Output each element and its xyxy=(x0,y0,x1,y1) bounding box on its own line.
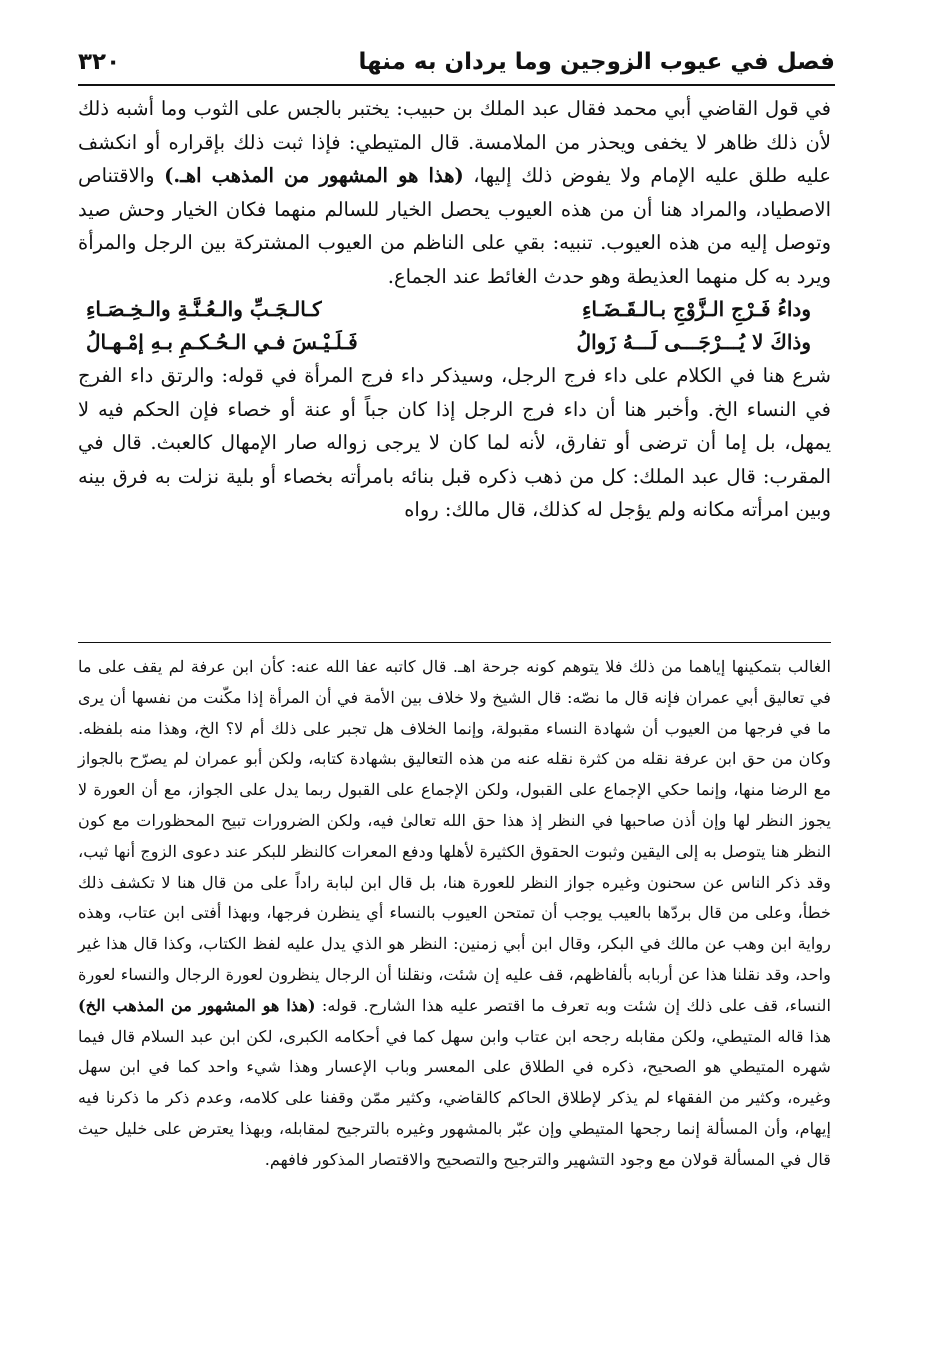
footnote-rule xyxy=(78,642,831,643)
verse-2-first-hemistich: وذاكَ لا يُـــرْجَـــى لَـــهُ زَوالُ xyxy=(576,330,811,354)
running-title: فصل في عيوب الزوجين وما يردان به منها xyxy=(358,49,835,75)
paragraph-commentary-1 xyxy=(78,92,831,293)
footnote-text xyxy=(78,652,831,1176)
verse-2 xyxy=(78,326,831,359)
footnote-paragraph xyxy=(78,652,831,1176)
verse-2-second-hemistich: فَـلَـيْـسَ فـي الـحُـكـمِ بـهِ إمْـهـالُ xyxy=(86,330,358,354)
page-header xyxy=(78,42,835,82)
main-text xyxy=(78,92,831,527)
page-number: ٣٢٠ xyxy=(78,49,121,75)
paragraph-1-text-a: في قول القاضي أبي محمد فقال عبد الملك بن حبيب: يختبر بالجس على الثوب وما أشبه ذلك لأن ذلك ظاهر لا يخفى ويحذر من الملامسة. قال المتيطي: فإذا ثبت ذلك بإقراره أو انكشف عليه طلق عليه الإمام ولا يفوض ذلك إليها، xyxy=(78,97,831,187)
footnote-text-b: هذا قاله المتيطي، ولكن مقابله رجحه ابن عتاب وابن سهل كما في أحكامه الكبرى، لكن ابن عبد السلام قال فيما شهره المتيطي هو الصحيح، ذكره في الطلاق على المعسر وباب الإعسار وهذا شيء واحد كما في ابن سهل وغيره، وكثير من الفقهاء لم يذكر لإطلاق الحاكم كالقاضي، وكثير ممّن وقفنا على كلامه، وعدم ذكر ما ذكرنا فيه إيهام، وأن المسألة إنما رجحها المتيطي وإن عبّر بالمشهور وغيره بالترجيح لمقابله، وبهذا يعترض على خليل حيث قال في المسألة قولان مع وجود التشهير والترجيح والتصحيح والاقتصار المذكور فافهم. xyxy=(78,1026,831,1169)
footnote-bold-quote: (هذا هو المشهور من المذهب الخ) xyxy=(78,995,316,1015)
paragraph-commentary-2: شرع هنا في الكلام على داء فرج الرجل، وسيذكر داء فرج المرأة في قوله: والرتق داء الفرج في النساء الخ. وأخبر هنا أن داء فرج الرجل إذا كان جباً أو عنة أو خصاء فإن الحكم فيه لا يمهل، بل إما أن ترضى أو تفارق، لأنه لما كان لا يرجى زواله صار الإمهال كالعبث. قال في المقرب: قال عبد الملك: كل من ذهب ذكره قبل بنائه بامرأته بخصاء أو بلية نزلت به فرق بينه وبين امرأته مكانه ولم يؤجل له كذلك، قال مالك: رواه xyxy=(78,364,831,521)
verse-1 xyxy=(78,293,831,326)
poem-verses xyxy=(78,293,831,359)
verse-1-first-hemistich: وداءُ فَـرْجِ الـزَّوْجِ بـالـقَـضَـاءِ xyxy=(581,297,811,321)
paragraph-1-bold-quote: (هذا هو المشهور من المذهب اهـ.) xyxy=(164,164,464,187)
paragraph-1-text-b: والاقتناص الاصطياد، والمراد هنا أن من هذه العيوب يحصل الخيار للسالم منهما فكان الخيار وحش صيد وتوصل إليه من هذه العيوب. تنبيه: بقي على الناظم من العيوب المشتركة بين الرجل والمرأة ويرد به كل منهما العذيطة وهو حدث الغائط عند الجماع. xyxy=(78,164,831,288)
header-rule xyxy=(78,84,835,86)
footnote-text-a: الغالب بتمكينها إياهما من ذلك فلا يتوهم كونه جرحة اهـ. قال كاتبه عفا الله عنه: كأن ابن عرفة لم يقف على ما في تعاليق أبي عمران فإنه قال ما نصّه: قال الشيخ ولا خلاف بين الأمة في أن المرأة إذا مكّنت من نفسها أن يرى ما في فرجها من العيوب أن شهادة النساء مقبولة، وإنما الخلاف هل تجبر على ذلك أم لا؟ الخ، وهذا منه بلفظه. وكان من حق ابن عرفة نقله من كثرة نقله عنه من هذه التعاليق بشهادة كتابه، ولكن أبو عمران لم يصرّح بالجواز مع الرضا منها، وإنما حكي الإجماع على القبول، ولكن الإجماع على القبول ربما يدل على الجواز، مع أن العورة لا يجوز النظر لها وإن أذن صاحبها في النظر إذ هذا حق الله تعالىٰ فيه، ولكن الضرورات تبيح المحظورات مع كون النظر هنا يتوصل به إلى اليقين وثبوت الحقوق الكثيرة لأهلها ودفع المعرات كالنظر للبكر عند دعوى الزوج أنها ثيب، وقد ذكر الناس عن سحنون وغيره جواز النظر للعورة هنا، بل قال ابن لبابة راداً على من قال هنا لا تكشف ذلك خطأ، وعلى من قال بردّها بالعيب يوجب أن تمتحن العيوب بالنساء أي ينظرن فرجها، وبهذا أفتى ابن عتاب، وهذه رواية ابن وهب عن مالك في البكر، وقال ابن أبي زمنين: النظر هو الذي يدل عليه لفظ الكتاب، وكذا قال هذا غير واحد، وقد نقلنا هذا عن أربابه بألفاظهم، قف عليه إن شئت، ونقلنا أن الرجال ينظرون لعورة الرجال والنساء لعورة النساء، قف على ذلك إن شئت وبه تعرف ما اقتصر عليه هذا الشارح. قوله: xyxy=(78,657,831,1015)
verse-1-second-hemistich: كـالـجَـبِّ والـعُـنَّـةِ والـخِـصَـاءِ xyxy=(86,297,322,321)
